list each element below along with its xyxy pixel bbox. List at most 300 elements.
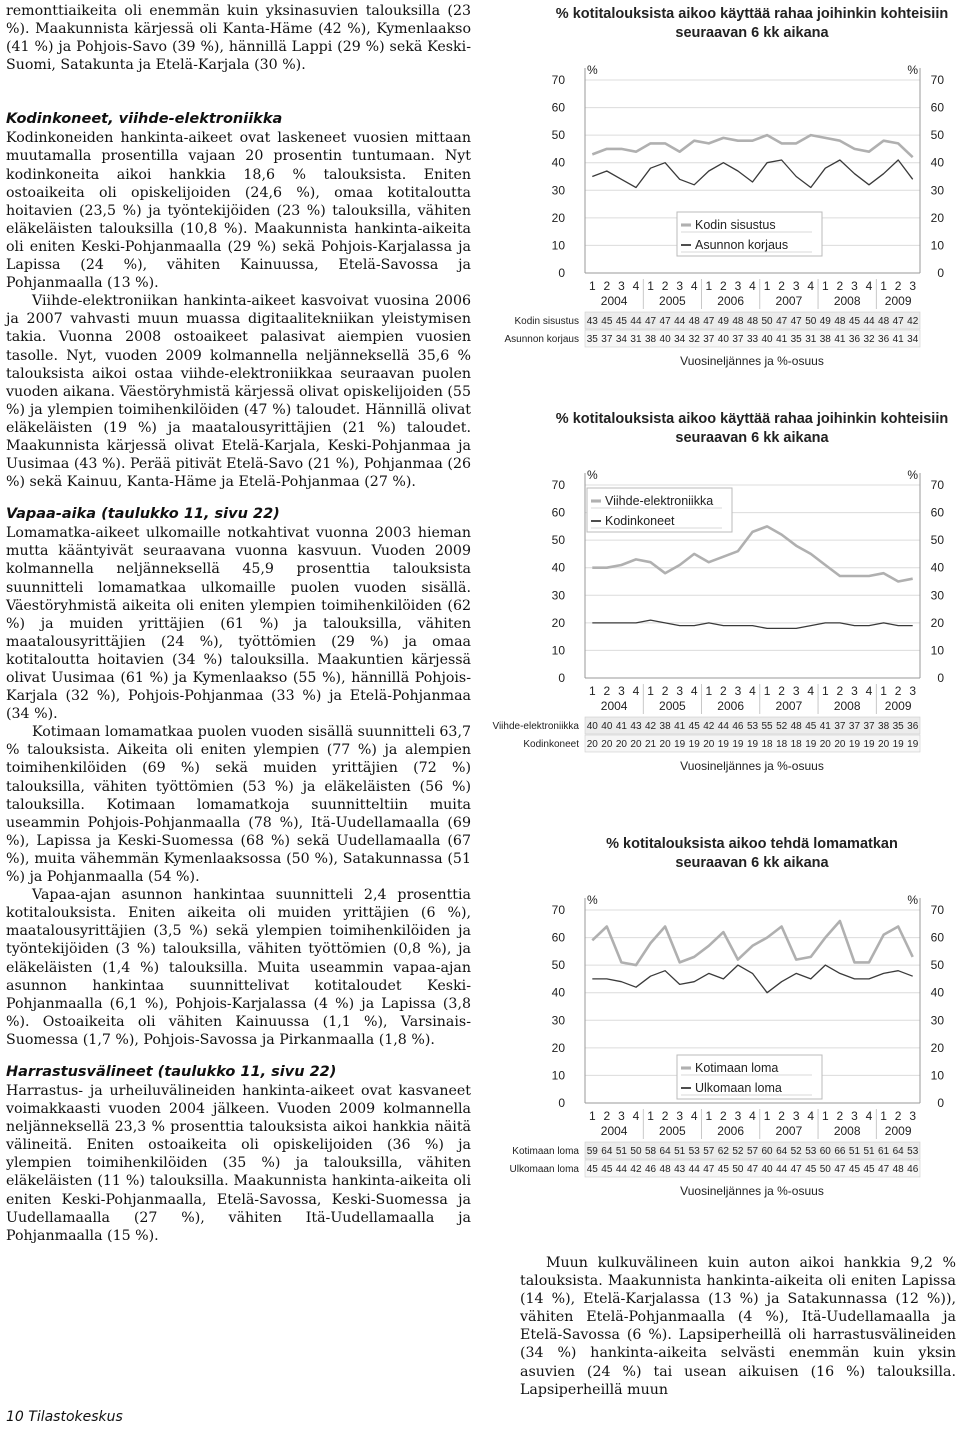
table-cell: 61 (878, 1146, 890, 1157)
table-cell: 55 (761, 721, 773, 732)
table-cell: 44 (630, 316, 642, 327)
table-cell: 64 (776, 1146, 788, 1157)
quarter-label: 3 (851, 1109, 858, 1123)
quarter-label: 2 (720, 279, 727, 293)
quarter-label: 2 (894, 684, 902, 698)
table-cell: 47 (703, 1164, 715, 1175)
legend-label: Kotimaan loma (695, 1061, 779, 1075)
y-unit-left: % (587, 63, 598, 77)
table-cell: 45 (848, 316, 861, 327)
quarter-label: 4 (807, 279, 815, 293)
table-cell: 20 (615, 739, 627, 750)
y-tick-label-left: 50 (551, 958, 565, 973)
table-cell: 45 (863, 1164, 875, 1175)
series-line-2 (592, 965, 912, 993)
quarter-label: 4 (749, 279, 756, 293)
chart-title-line1: % kotitalouksista aikoo käyttää rahaa joihinkin kohteisiin (555, 6, 949, 22)
table-cell: 42 (703, 721, 715, 732)
y-tick-label-left: 20 (551, 210, 565, 225)
y-tick-label-left: 0 (558, 1096, 565, 1110)
y-tick-label-left: 50 (551, 128, 565, 143)
quarter-label: 1 (647, 1109, 654, 1123)
table-cell: 37 (848, 721, 861, 732)
table-cell: 19 (732, 739, 744, 750)
quarter-label: 3 (734, 279, 742, 293)
table-cell: 64 (601, 1146, 613, 1157)
paragraph-kodinkoneet: Kodinkoneiden hankinta-aikeet ovat laskeneet vuosien mittaan muutamalla prosentilla vajaan 20 prosentin tuntumaan. Nyt kodinkoneita aikoi hankkia 18,6 % talouksista. Eniten ostoaikeita oli opiskelijoiden (24,6 %), omaa kotitaloutta hoitavien (23,5 %) ja työntekijöiden (23 %) talouksilla, vähiten eläkeläisten talouksilla (10,8 %). Maakunnista hankinta-aikeita oli eniten Keski-Pohjanmaalla (29 %) sekä Pohjois-Karjalassa ja Lapissa (24 %), vähiten Kainuussa, Etelä-Savossa ja Pohjanmaalla (13 %). (6, 130, 471, 292)
table-cell: 45 (805, 1164, 817, 1175)
table-cell: 46 (644, 1164, 657, 1175)
table-cell: 40 (586, 721, 598, 732)
y-tick-label-right: 50 (930, 128, 944, 143)
y-tick-label-left: 20 (551, 615, 565, 630)
table-cell: 41 (834, 334, 846, 345)
y-tick-label-right: 50 (930, 533, 944, 548)
quarter-label: 3 (909, 684, 917, 698)
legend-label: Asunnon korjaus (695, 238, 789, 252)
quarter-label: 3 (851, 684, 858, 698)
y-tick-label-right: 50 (930, 958, 944, 973)
table-cell: 50 (819, 1164, 831, 1175)
table-cell: 44 (776, 1164, 788, 1175)
table-cell: 38 (659, 721, 671, 732)
paragraph-viihde: Viihde-elektroniikan hankinta-aikeet kasvoivat vuosina 2006 ja 2007 vahvasti muun muassa digitaalitekniikan yleistymisen takia. Vuonna 2008 ostoaikeet palasivat aiempien vuosien tasolle. Nyt, vuoden 2009 kolmannella neljänneksellä 35,6 % talouksista aikoi ostaa viihde-elektroniikkaa seuraavan puolen vuoden aikana. Väestöryhmistä kärjessä olivat opiskelijoiden (55 %) ja ylempien toimihenkilöiden (47 %) taloudet. Hännillä olivat eläkeläisten (19 %) ja maatalousyrittäjien (21 %) taloudet. Maakunnista kärjessä olivat Etelä-Karjala, Keski-Pohjanmaa ja Uusimaa (43 %). Perää pitivät Etelä-Savo (21 %), Pohjanmaa (26 %) sekä Kainuu, Kanta-Häme ja Etelä-Pohjanmaa (27 %). (6, 293, 471, 491)
quarter-label: 2 (894, 1109, 902, 1123)
paragraph-vapaa-3: Vapaa-ajan asunnon hankintaa suunnitteli 2,4 prosenttia kotitalouksista. Eniten aikeita oli muiden yrittäjien (6 %), maatalousyrittäjien (3,5 %) sekä ylempien toimihenkilöiden ja työntekijöiden (3 %) talouksilla, vähiten työttömien (0,8 %), ja eläkeläisten (1,4 %) talouksilla. Muita useammin vapaa-ajan asunnon hankintaa suunnittelivat kotitaloudet Keski-Pohjanmaalla (6,1 %), Pohjois-Karjalassa (4 %) ja Lapissa (3,8 %). Ostoaikeita oli vähiten Kainuussa (1,1 %), Varsinais-Suomessa (1,7 %), Pohjois-Savossa ja Pirkanmaalla (1,8 %). (6, 887, 471, 1048)
quarter-label: 2 (603, 1109, 611, 1123)
table-cell: 20 (630, 739, 642, 750)
quarter-label: 1 (763, 684, 771, 698)
table-cell: 20 (834, 739, 846, 750)
year-label: 2006 (717, 699, 745, 713)
table-cell: 42 (644, 721, 657, 732)
quarter-label: 4 (632, 279, 640, 293)
paragraph-vapaa-1: Lomamatka-aikeet ulkomaille notkahtivat vuonna 2003 hieman mutta kääntyivät seuraavana vuonna kasvuun. Vuoden 2009 kolmannella neljänneksellä 45,9 prosenttia talouksista suunnitteli lomamatkaa ulkomaille puolen vuoden sisällä. Väestöryhmistä aikeita oli eniten ylempien toimihenkilöiden (62 %) ja muiden yrittäjien (61 %) ja talouksilla, vähiten maatalousyrittäjien (24 %), työttömien (29 %) ja omaa kotitaloutta hoitavien (34 %) talouksilla. Maakuntien kärjessä olivat Uusimaa (61 %) ja Kymenlaakso (55 %), hännillä Pohjois-Karjala (32 %), Pohjois-Pohjanmaa (33 %) ja Etelä-Pohjanmaa (34 %). (6, 525, 471, 723)
table-cell: 45 (805, 721, 817, 732)
table-cell: 38 (644, 334, 657, 345)
table-cell: 57 (746, 1146, 759, 1157)
table-cell: 37 (703, 334, 715, 345)
y-tick-label-right: 10 (930, 238, 944, 253)
table-cell: 20 (878, 739, 890, 750)
quarter-label: 1 (880, 279, 887, 293)
table-cell: 44 (863, 316, 875, 327)
quarter-label: 1 (647, 279, 654, 293)
y-tick-label-right: 40 (930, 560, 944, 575)
quarter-label: 1 (588, 1109, 596, 1123)
table-cell: 49 (819, 316, 831, 327)
quarter-label: 1 (588, 279, 596, 293)
table-cell: 19 (746, 739, 759, 750)
table-cell: 48 (834, 316, 846, 327)
table-cell: 45 (615, 316, 627, 327)
table-cell: 48 (892, 1164, 904, 1175)
year-label: 2006 (717, 1124, 745, 1138)
table-cell: 35 (892, 721, 904, 732)
table-cell: 44 (688, 1164, 700, 1175)
table-cell: 44 (717, 721, 729, 732)
y-tick-label-right: 10 (930, 1068, 944, 1083)
y-unit-right: % (907, 63, 918, 77)
table-cell: 19 (863, 739, 875, 750)
quarter-label: 2 (603, 279, 611, 293)
table-cell: 47 (834, 1164, 846, 1175)
table-cell: 62 (717, 1146, 729, 1157)
y-unit-left: % (587, 893, 598, 907)
x-axis-label: Vuosineljännes ja %-osuus (680, 759, 824, 773)
table-cell: 50 (805, 316, 817, 327)
legend-label: Ulkomaan loma (695, 1081, 782, 1095)
table-cell: 47 (790, 1164, 802, 1175)
quarter-label: 2 (661, 1109, 669, 1123)
table-cell: 31 (805, 334, 817, 345)
table-cell: 48 (688, 316, 700, 327)
table-cell: 43 (630, 721, 642, 732)
y-tick-label-left: 60 (551, 930, 565, 945)
legend-label: Kodin sisustus (695, 218, 776, 232)
table-cell: 36 (848, 334, 861, 345)
y-tick-label-right: 20 (930, 615, 944, 630)
y-tick-label-right: 0 (937, 1096, 944, 1110)
quarter-label: 3 (618, 1109, 625, 1123)
table-cell: 35 (790, 334, 802, 345)
table-cell: 44 (674, 316, 686, 327)
table-cell: 19 (674, 739, 686, 750)
quarter-label: 4 (807, 684, 815, 698)
table-cell: 34 (674, 334, 686, 345)
quarter-label: 1 (705, 1109, 713, 1123)
table-cell: 19 (907, 739, 919, 750)
table-cell: 45 (586, 1164, 598, 1175)
y-unit-right: % (907, 468, 918, 482)
year-label: 2008 (833, 1124, 861, 1138)
quarter-label: 4 (865, 684, 873, 698)
table-row-label: Kotimaan loma (512, 1146, 579, 1157)
table-cell: 47 (746, 1164, 759, 1175)
table-cell: 48 (790, 721, 802, 732)
year-label: 2009 (884, 699, 912, 713)
quarter-label: 2 (661, 279, 669, 293)
year-label: 2007 (775, 294, 803, 308)
y-tick-label-left: 60 (551, 100, 565, 115)
quarter-label: 3 (734, 684, 742, 698)
y-tick-label-left: 10 (551, 1068, 565, 1083)
table-cell: 40 (717, 334, 729, 345)
table-cell: 48 (732, 316, 744, 327)
x-axis-label: Vuosineljännes ja %-osuus (680, 354, 824, 368)
y-unit-left: % (587, 468, 598, 482)
y-tick-label-left: 30 (551, 183, 565, 198)
table-cell: 52 (732, 1146, 744, 1157)
quarter-label: 2 (720, 684, 727, 698)
table-cell: 51 (863, 1146, 875, 1157)
legend-label: Viihde-elektroniikka (605, 494, 714, 508)
quarter-label: 1 (821, 279, 829, 293)
table-cell: 40 (761, 1164, 773, 1175)
y-tick-label-left: 70 (551, 478, 565, 492)
table-cell: 53 (805, 1146, 817, 1157)
table-cell: 32 (688, 334, 700, 345)
y-tick-label-right: 0 (937, 266, 944, 280)
table-cell: 53 (907, 1146, 919, 1157)
table-cell: 31 (630, 334, 642, 345)
year-label: 2008 (833, 699, 861, 713)
table-cell: 66 (834, 1146, 846, 1157)
year-label: 2005 (659, 1124, 686, 1138)
table-cell: 41 (674, 721, 686, 732)
table-cell: 48 (659, 1164, 671, 1175)
table-cell: 58 (644, 1146, 657, 1157)
y-tick-label-left: 0 (558, 266, 565, 280)
table-cell: 48 (746, 316, 759, 327)
quarter-label: 1 (588, 684, 596, 698)
y-unit-right: % (907, 893, 918, 907)
chart-viihde-kodinkoneet (490, 405, 960, 790)
y-tick-label-right: 20 (930, 210, 944, 225)
table-cell: 46 (907, 1164, 919, 1175)
quarter-label: 2 (778, 684, 785, 698)
table-cell: 37 (732, 334, 744, 345)
quarter-label: 4 (690, 684, 698, 698)
table-cell: 37 (863, 721, 875, 732)
table-cell: 57 (703, 1146, 715, 1157)
table-cell: 35 (586, 334, 598, 345)
table-cell: 64 (659, 1146, 671, 1157)
quarter-label: 4 (749, 1109, 756, 1123)
y-tick-label-right: 60 (930, 100, 944, 115)
year-label: 2005 (659, 294, 686, 308)
y-tick-label-right: 70 (930, 73, 944, 87)
table-cell: 60 (819, 1146, 831, 1157)
table-cell: 41 (615, 721, 627, 732)
table-cell: 18 (790, 739, 802, 750)
table-cell: 46 (732, 721, 744, 732)
table-cell: 44 (615, 1164, 627, 1175)
table-cell: 47 (644, 316, 657, 327)
y-tick-label-right: 70 (930, 903, 944, 917)
year-label: 2005 (659, 699, 686, 713)
quarter-label: 3 (792, 684, 800, 698)
y-tick-label-left: 40 (551, 155, 565, 170)
chart-title-line2: seuraavan 6 kk aikana (675, 430, 829, 446)
table-cell: 50 (732, 1164, 744, 1175)
table-cell: 38 (819, 334, 831, 345)
quarter-label: 3 (676, 684, 684, 698)
y-tick-label-right: 30 (930, 183, 944, 198)
y-tick-label-right: 60 (930, 505, 944, 520)
table-row-label: Asunnon korjaus (504, 334, 579, 345)
table-cell: 20 (703, 739, 715, 750)
year-label: 2009 (884, 1124, 912, 1138)
quarter-label: 3 (676, 1109, 684, 1123)
table-cell: 47 (892, 316, 904, 327)
quarter-label: 1 (880, 684, 887, 698)
series-line-2 (592, 160, 912, 188)
y-tick-label-left: 20 (551, 1040, 565, 1055)
paragraph-harrastus: Harrastus- ja urheiluvälineiden hankinta-aikeet ovat kasvaneet voimakkaasti vuoden 2004 jälkeen. Vuoden 2009 kolmannella neljänneksellä 23,3 % prosenttia talouksista aikoi hankkia näitä välineitä. Eniten ostoaikeita oli opiskelijoiden (36 %) ja ylempien toimihenkilöiden (35 %) ja talouksilla, vähiten eläkeläisten (11 %) talouksilla. Maakunnista hankinta-aikeita oli eniten Keski-Pohjanmaalla, Etelä-Savossa, Keski-Suomessa ja Uudellamaalla (27 %), vähiten Itä-Uudellamaalla ja Pohjanmaalla (15 %). (6, 1082, 471, 1244)
quarter-label: 2 (603, 684, 611, 698)
chart-title-line1: % kotitalouksista aikoo tehdä lomamatkan (606, 836, 898, 852)
quarter-label: 3 (851, 279, 858, 293)
intro-paragraph: remonttiaikeita oli enemmän kuin yksinasuvien talouksilla (23 %). Maakunnista kärjessä oli Kanta-Häme (42 %), Kymenlaakso (41 %) ja Pohjois-Savo (39 %), hännillä Lappi (29 %) sekä Keski-Suomi, Satakunta ja Etelä-Karjala (30 %). (6, 3, 471, 74)
table-cell: 45 (717, 1164, 729, 1175)
table-cell: 20 (659, 739, 671, 750)
table-cell: 47 (703, 316, 715, 327)
table-cell: 51 (848, 1146, 861, 1157)
quarter-label: 1 (705, 279, 713, 293)
y-tick-label-right: 10 (930, 643, 944, 658)
quarter-label: 1 (647, 684, 654, 698)
table-cell: 41 (819, 721, 831, 732)
quarter-label: 4 (632, 684, 640, 698)
table-cell: 40 (659, 334, 671, 345)
table-cell: 52 (776, 721, 788, 732)
chart-lomamatkat (490, 830, 960, 1215)
quarter-label: 1 (763, 279, 771, 293)
table-cell: 47 (659, 316, 671, 327)
table-cell: 20 (819, 739, 831, 750)
quarter-label: 4 (749, 684, 756, 698)
y-tick-label-left: 60 (551, 505, 565, 520)
table-cell: 52 (790, 1146, 802, 1157)
y-tick-label-right: 30 (930, 1013, 944, 1028)
quarter-label: 2 (836, 684, 844, 698)
quarter-label: 4 (807, 1109, 815, 1123)
year-label: 2004 (600, 699, 628, 713)
table-cell: 45 (601, 316, 613, 327)
left-text-column (6, 2, 471, 1245)
heading-harrastus: Harrastusvälineet (taulukko 11, sivu 22) (6, 1063, 337, 1080)
table-cell: 34 (907, 334, 919, 345)
quarter-label: 3 (909, 279, 917, 293)
table-cell: 45 (848, 1164, 861, 1175)
table-cell: 47 (790, 316, 802, 327)
table-cell: 50 (630, 1146, 642, 1157)
y-tick-label-left: 10 (551, 238, 565, 253)
quarter-label: 2 (778, 1109, 785, 1123)
table-cell: 40 (601, 721, 613, 732)
quarter-label: 1 (763, 1109, 771, 1123)
quarter-label: 1 (821, 1109, 829, 1123)
table-cell: 59 (586, 1146, 598, 1157)
table-cell: 45 (601, 1164, 613, 1175)
table-cell: 40 (761, 334, 773, 345)
year-label: 2007 (775, 699, 803, 713)
chart-title-line2: seuraavan 6 kk aikana (675, 855, 829, 871)
quarter-label: 2 (661, 684, 669, 698)
year-label: 2004 (600, 294, 628, 308)
quarter-label: 2 (836, 279, 844, 293)
table-cell: 37 (834, 721, 846, 732)
quarter-label: 1 (705, 684, 713, 698)
table-cell: 34 (615, 334, 627, 345)
table-cell: 33 (746, 334, 759, 345)
quarter-label: 1 (880, 1109, 887, 1123)
table-cell: 51 (674, 1146, 686, 1157)
quarter-label: 1 (821, 684, 829, 698)
table-cell: 32 (863, 334, 875, 345)
quarter-label: 4 (632, 1109, 640, 1123)
y-tick-label-left: 70 (551, 903, 565, 917)
table-cell: 49 (717, 316, 729, 327)
table-cell: 51 (615, 1146, 627, 1157)
y-tick-label-left: 70 (551, 73, 565, 87)
right-bottom-paragraph: Muun kulkuvälineen kuin auton aikoi hankkia 9,2 % talouksista. Maakunnista hankinta-aikeita oli eniten Lapissa (14 %), Etelä-Karjalassa (13 %) ja Satakunnassa (12 %)), vähiten Etelä-Pohjanmaalla (4 %), Itä-Uudellamaalla ja Etelä-Savossa (6 %). Lapsiperheillä oli harrastusvälineiden (34 %) hankinta-aikeita selvästi enemmän kuin yksin asuvien (24 %) tai usean aikuisen (16 %) talouksilla. Lapsiperheillä muun (520, 1255, 956, 1398)
table-cell: 20 (601, 739, 613, 750)
quarter-label: 2 (778, 279, 785, 293)
table-cell: 36 (907, 721, 919, 732)
table-cell: 53 (746, 721, 759, 732)
year-label: 2004 (600, 1124, 628, 1138)
y-tick-label-left: 30 (551, 1013, 565, 1028)
table-cell: 60 (761, 1146, 773, 1157)
quarter-label: 3 (618, 279, 625, 293)
y-tick-label-right: 0 (937, 671, 944, 685)
table-cell: 48 (878, 316, 890, 327)
quarter-label: 3 (734, 1109, 742, 1123)
table-cell: 53 (688, 1146, 700, 1157)
table-cell: 42 (630, 1164, 642, 1175)
y-tick-label-right: 70 (930, 478, 944, 492)
table-cell: 21 (644, 739, 657, 750)
y-tick-label-right: 30 (930, 588, 944, 603)
table-cell: 41 (776, 334, 788, 345)
table-cell: 18 (761, 739, 773, 750)
y-tick-label-right: 20 (930, 1040, 944, 1055)
chart-sisustus-korjaus (490, 0, 960, 385)
table-cell: 20 (586, 739, 598, 750)
quarter-label: 4 (690, 1109, 698, 1123)
table-cell: 45 (688, 721, 700, 732)
table-cell: 19 (717, 739, 729, 750)
y-tick-label-left: 30 (551, 588, 565, 603)
heading-vapaa-aika: Vapaa-aika (taulukko 11, sivu 22) (6, 506, 280, 523)
quarter-label: 3 (909, 1109, 917, 1123)
quarter-label: 3 (792, 279, 800, 293)
series-line-1 (592, 135, 912, 157)
year-label: 2008 (833, 294, 861, 308)
y-tick-label-right: 60 (930, 930, 944, 945)
series-line-1 (592, 526, 912, 581)
series-line-1 (592, 921, 912, 965)
table-cell: 36 (878, 334, 890, 345)
table-cell: 19 (688, 739, 700, 750)
table-cell: 19 (805, 739, 817, 750)
quarter-label: 2 (894, 279, 902, 293)
table-row-label: Viihde-elektroniikka (492, 721, 579, 732)
table-cell: 42 (907, 316, 919, 327)
chart-title-line2: seuraavan 6 kk aikana (675, 25, 829, 41)
table-cell: 19 (848, 739, 861, 750)
table-row-label: Kodin sisustus (514, 316, 579, 327)
table-cell: 41 (892, 334, 904, 345)
year-label: 2009 (884, 294, 912, 308)
table-cell: 18 (776, 739, 788, 750)
y-tick-label-left: 50 (551, 533, 565, 548)
quarter-label: 3 (792, 1109, 800, 1123)
table-cell: 43 (674, 1164, 686, 1175)
table-cell: 38 (878, 721, 890, 732)
series-line-2 (592, 620, 912, 628)
quarter-label: 2 (836, 1109, 844, 1123)
quarter-label: 4 (865, 279, 873, 293)
year-label: 2007 (775, 1124, 803, 1138)
y-tick-label-right: 40 (930, 155, 944, 170)
table-row-label: Ulkomaan loma (509, 1164, 579, 1175)
chart-title-line1: % kotitalouksista aikoo käyttää rahaa joihinkin kohteisiin (555, 411, 949, 427)
table-row-label: Kodinkoneet (523, 739, 579, 750)
year-label: 2006 (717, 294, 745, 308)
